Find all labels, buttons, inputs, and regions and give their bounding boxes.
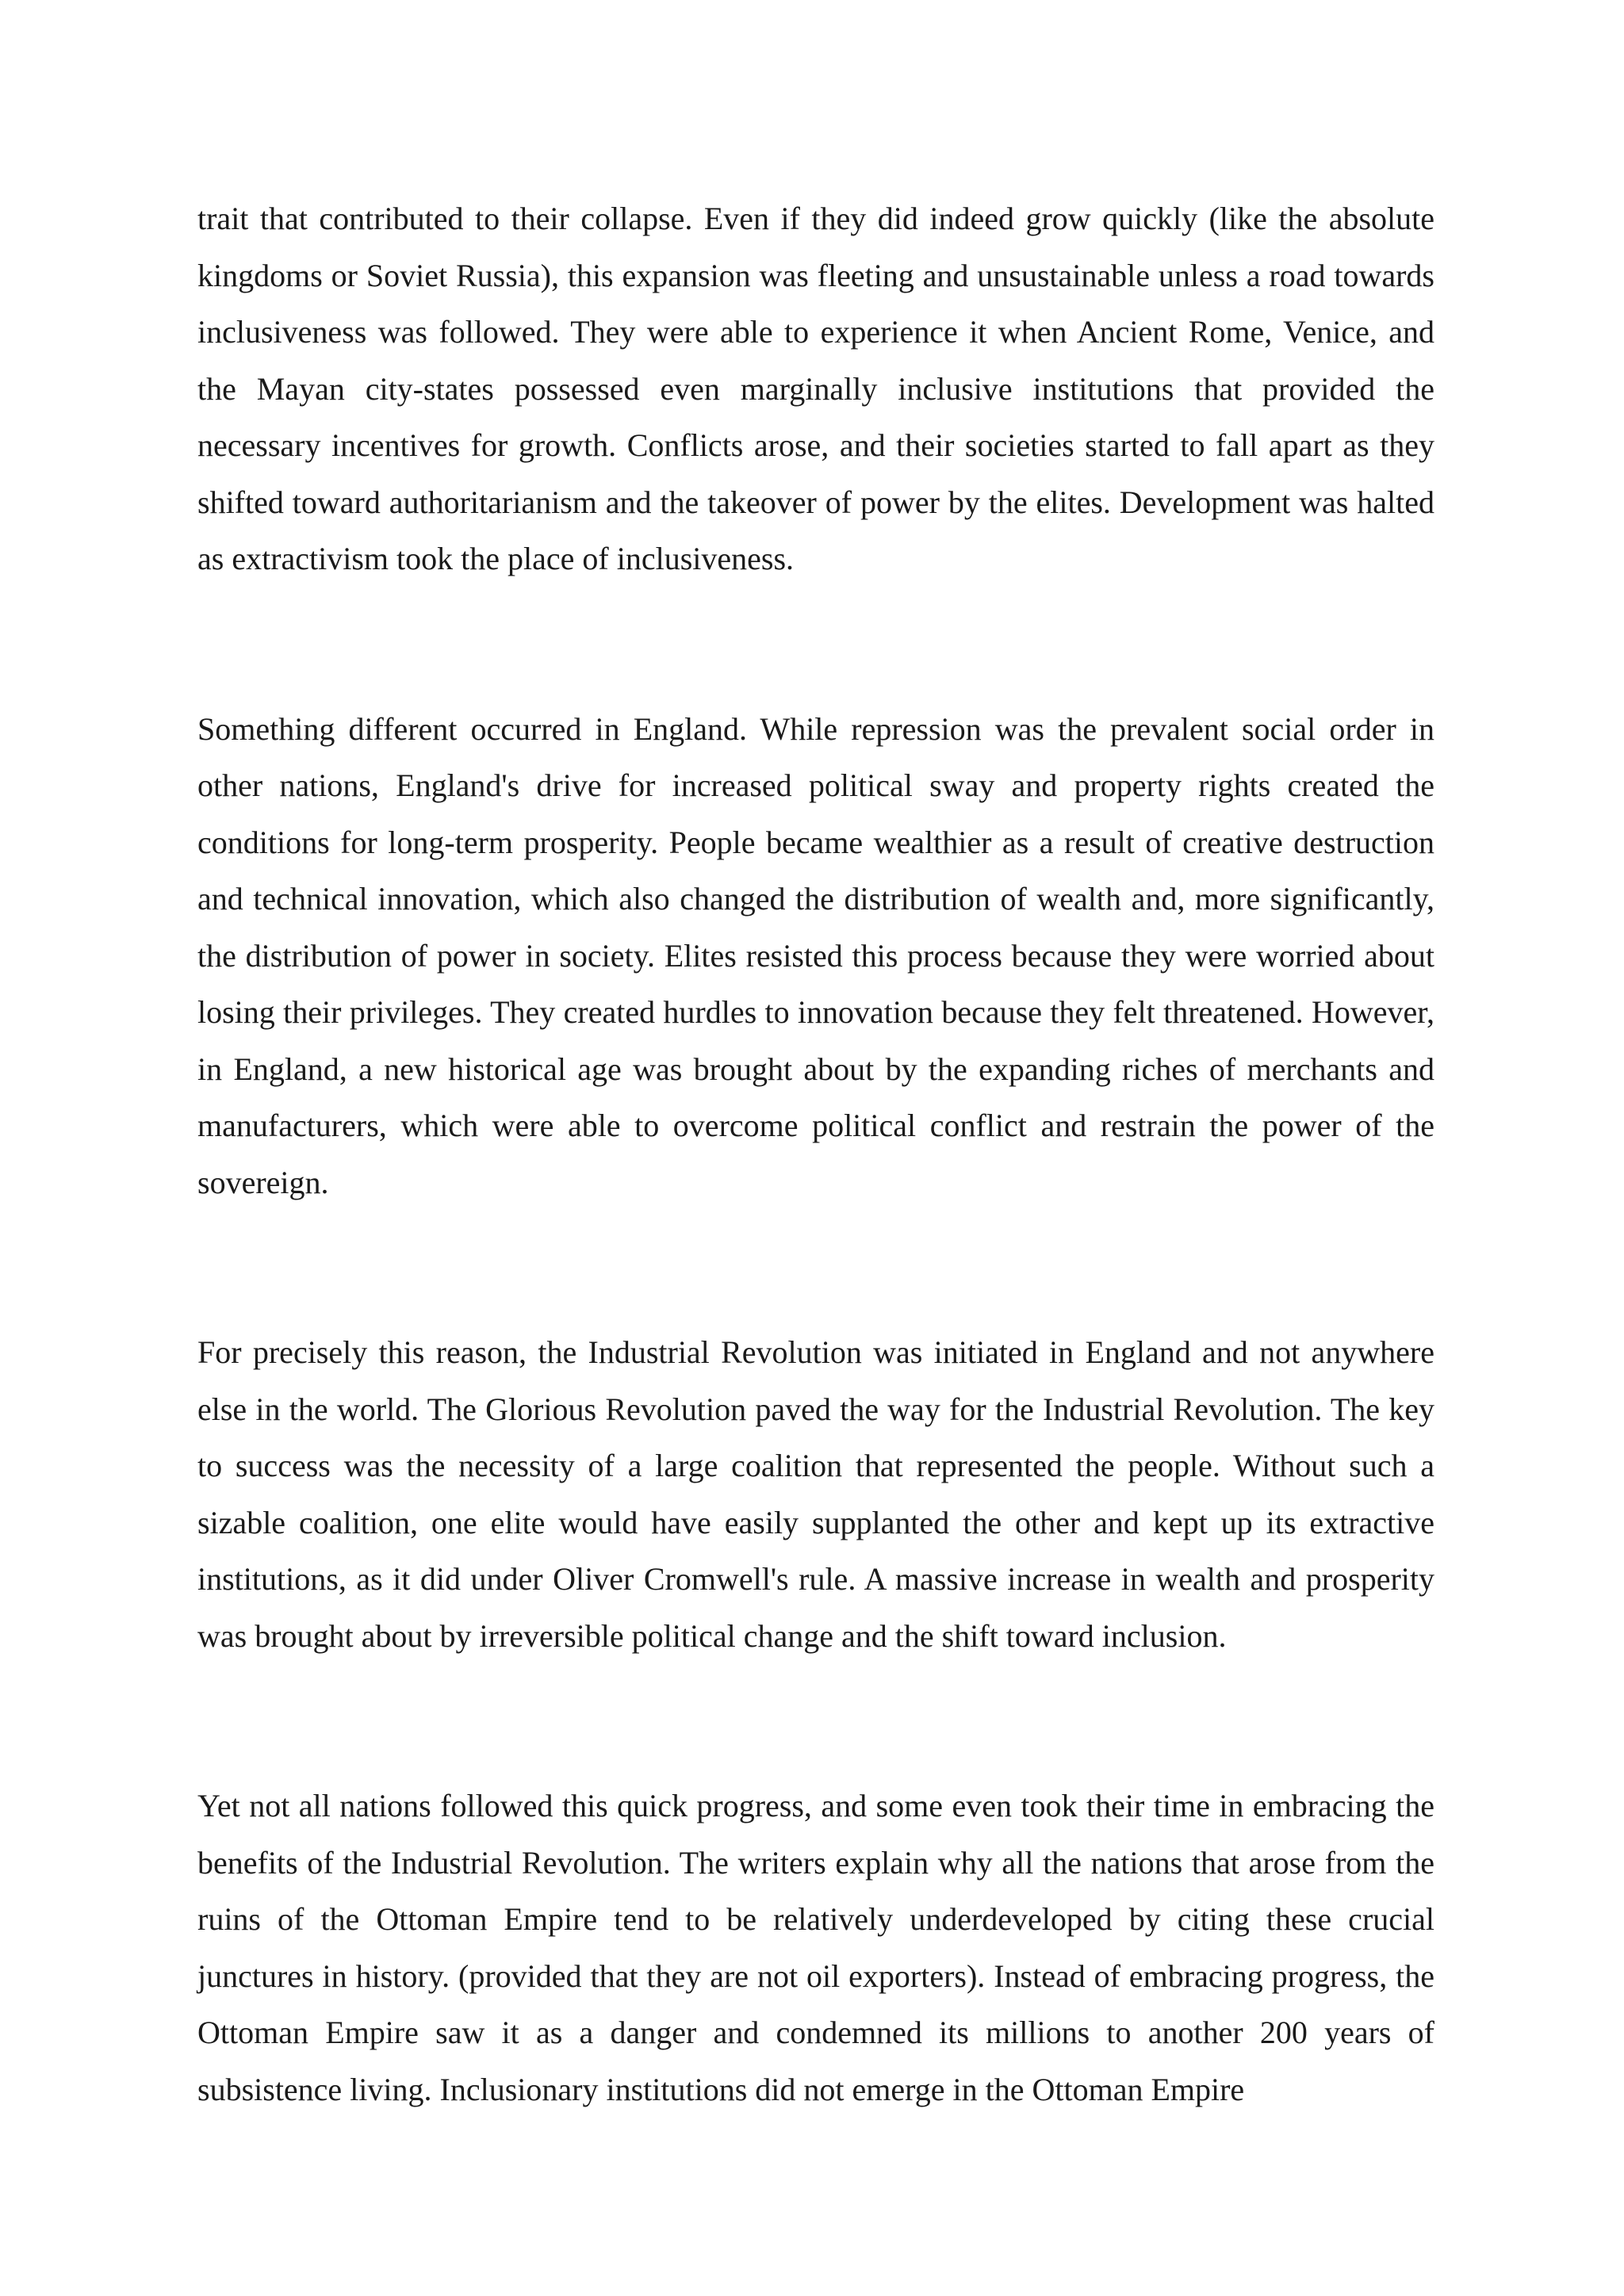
paragraph-1: trait that contributed to their collapse. Even if they did indeed grow quickly (like the absolute kingdoms or Soviet Russia), this expansion was fleeting and unsustainable unless a road towards inclusiveness was followed. They were able to experience it when Ancient Rome, Venice, and the Mayan city-states possessed even marginally inclusive institutions that provided the necessary incentives for growth. Conflicts arose, and their societies started to fall apart as they shifted toward authoritarianism and the takeover of power by the elites. Development was halted as extractivism took the place of inclusiveness.: [197, 201, 1434, 576]
document-body: [197, 190, 1434, 2118]
paragraph-4: Yet not all nations followed this quick progress, and some even took their time in embracing the benefits of the Industrial Revolution. The writers explain why all the nations that arose from the ruins of the Ottoman Empire tend to be relatively underdeveloped by citing these crucial junctures in history. (provided that they are not oil exporters). Instead of embracing progress, the Ottoman Empire saw it as a danger and condemned its millions to another 200 years of subsistence living. Inclusionary institutions did not emerge in the Ottoman Empire: [197, 1788, 1434, 2107]
paragraph-3: For precisely this reason, the Industrial Revolution was initiated in England and not anywhere else in the world. The Glorious Revolution paved the way for the Industrial Revolution. The key to success was the necessity of a large coalition that represented the people. Without such a sizable coalition, one elite would have easily supplanted the other and kept up its extractive institutions, as it did under Oliver Cromwell's rule. A massive increase in wealth and prosperity was brought about by irreversible political change and the shift toward inclusion.: [197, 1334, 1434, 1654]
paragraph-2: Something different occurred in England. While repression was the prevalent social order in other nations, England's drive for increased political sway and property rights created the conditions for long-term prosperity. People became wealthier as a result of creative destruction and technical innovation, which also changed the distribution of wealth and, more significantly, the distribution of power in society. Elites resisted this process because they were worried about losing their privileges. They created hurdles to innovation because they felt threatened. However, in England, a new historical age was brought about by the expanding riches of merchants and manufacturers, which were able to overcome political conflict and restrain the power of the sovereign.: [197, 710, 1434, 1200]
